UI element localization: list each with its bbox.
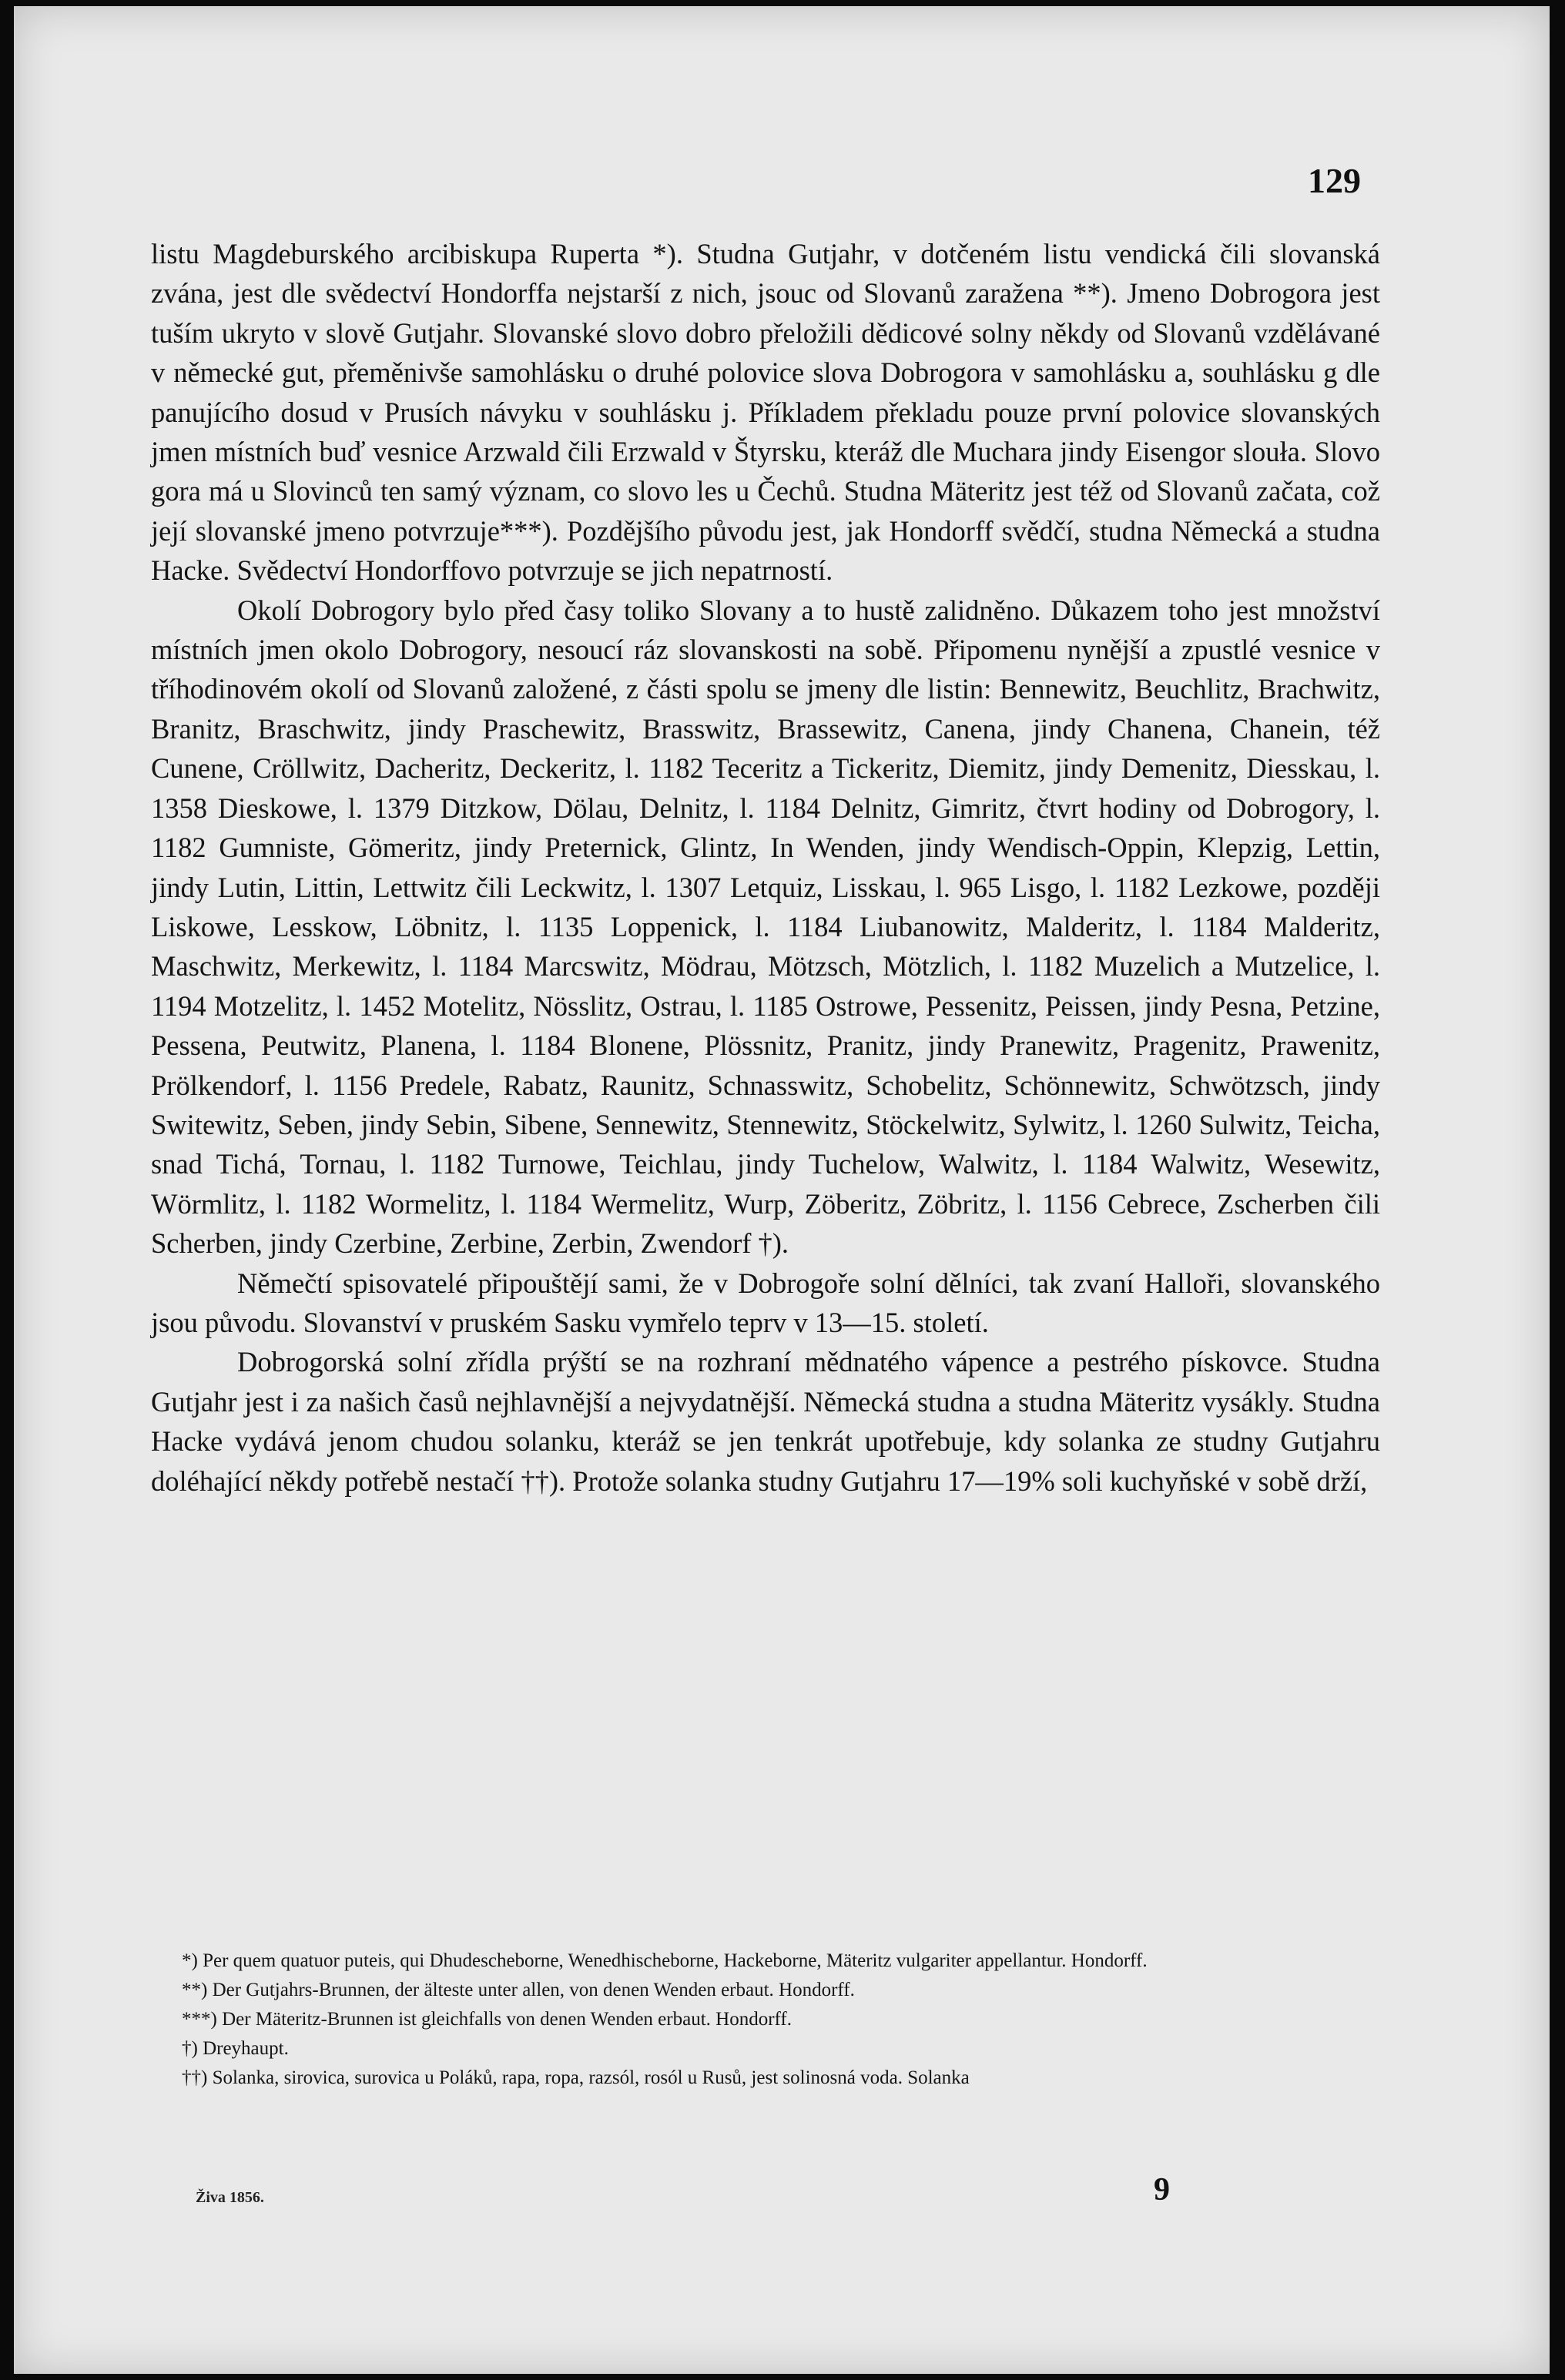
paragraph: listu Magdeburského arcibiskupa Ruperta *). Studna Gutjahr, v dotčeném listu vendická čili slovanská zvána, jest dle svědectví Hondorffa nejstarší z nich, jsouc od Slovanů zaražena **). Jmeno Dobrogora jest tuším ukryto v slově Gutjahr. Slovanské slovo dobro přeložili dědicové solny někdy od Slovanů vzdělávané v německé gut, přeměnivše samohlásku o druhé polovice slova Dobrogora v samohlásku a, souhlásku g dle panujícího dosud v Prusích návyku v souhlásku j. Příkladem překladu pouze první polovice slovanských jmen místních buď vesnice Arzwald čili Erzwald v Štyrsku, kteráž dle Muchara jindy Eisengor slouła. Slovo gora má u Slovinců ten samý význam, co slovo les u Čechů. Studna Mäteritz jest též od Slovanů začata, což její slovanské jmeno potvrzuje***). Pozdějšího původu jest, jak Hondorff svědčí, studna Německá a studna Hacke. Svědectví Hondorffovo potvrzuje se jich nepatrností. [151, 238, 1380, 587]
footnote: *) Per quem quatuor puteis, qui Dhudescheborne, Wenedhischeborne, Hackeborne, Mäteritz vulgariter appellantur. Hondorff. [182, 1950, 1148, 1971]
page-number: 129 [1308, 161, 1361, 200]
main-text [151, 234, 1380, 1501]
footnote: **) Der Gutjahrs-Brunnen, der älteste unter allen, von denen Wenden erbaut. Hondorff. [182, 1980, 855, 2000]
book-page [14, 6, 1550, 2374]
paragraph: Dobrogorská solní zřídla prýští se na rozhraní mědnatého vápence a pestrého pískovce. Studna Gutjahr jest i za našich časů nejhlavnější a nejvydatnější. Německá studna a studna Mäteritz vysákly. Studna Hacke vydává jenom chudou solanku, kteráž se jen tenkrát upotřebuje, kdy solanka ze studny Gutjahru doléhající někdy potřebě nestačí ††). Protože solanka studny Gutjahru 17—19% soli kuchyňské v sobě drží, [151, 1346, 1380, 1497]
signature-mark: Živa 1856. [196, 2189, 264, 2206]
paragraph: Okolí Dobrogory bylo před časy toliko Slovany a to hustě zalidněno. Důkazem toho jest množství místních jmen okolo Dobrogory, nesoucí ráz slovanskosti na sobě. Připomenu nynější a zpustlé vesnice v tříhodinovém okolí od Slovanů založené, z části spolu se jmeny dle listin: Bennewitz, Beuchlitz, Brachwitz, Branitz, Braschwitz, jindy Praschewitz, Brasswitz, Brassewitz, Canena, jindy Chanena, Chanein, též Cunene, Cröllwitz, Dacheritz, Deckeritz, l. 1182 Teceritz a Tickeritz, Diemitz, jindy Demenitz, Diesskau, l. 1358 Dieskowe, l. 1379 Ditzkow, Dölau, Delnitz, l. 1184 Delnitz, Gimritz, čtvrt hodiny od Dobrogory, l. 1182 Gumniste, Gömeritz, jindy Preternick, Glintz, In Wenden, jindy Wendisch-Oppin, Klepzig, Lettin, jindy Lutin, Littin, Lettwitz čili Leckwitz, l. 1307 Letquiz, Lisskau, l. 965 Lisgo, l. 1182 Lezkowe, později Liskowe, Lesskow, Löbnitz, l. 1135 Loppenick, l. 1184 Liubanowitz, Malderitz, l. 1184 Malderitz, Maschwitz, Merkewitz, l. 1184 Marcswitz, Mödrau, Mötzsch, Mötzlich, l. 1182 Muzelich a Mutzelice, l. 1194 Motzelitz, l. 1452 Motelitz, Nösslitz, Ostrau, l. 1185 Ostrowe, Pessenitz, Peissen, jindy Pesna, Petzine, Pessena, Peutwitz, Planena, l. 1184 Blonene, Plössnitz, Pranitz, jindy Pranewitz, Pragenitz, Prawenitz, Prölkendorf, l. 1156 Predele, Rabatz, Raunitz, Schnasswitz, Schobelitz, Schönnewitz, Schwötzsch, jindy Switewitz, Seben, jindy Sebin, Sibene, Sennewitz, Stennewitz, Stöckelwitz, Sylwitz, l. 1260 Sulwitz, Teicha, snad Tichá, Tornau, l. 1182 Turnowe, Teichlau, jindy Tuchelow, Walwitz, l. 1184 Walwitz, Wesewitz, Wörmlitz, l. 1182 Wormelitz, l. 1184 Wermelitz, Wurp, Zöberitz, Zöbritz, l. 1156 Cebrece, Zscherben čili Scherben, jindy Czerbine, Zerbine, Zerbin, Zwendorf †). [151, 594, 1380, 1260]
signature-number: 9 [1154, 2172, 1170, 2208]
footnote: †) Dreyhaupt. [182, 2038, 289, 2059]
footnotes [182, 1947, 1414, 2093]
paragraph: Němečtí spisovatelé připouštějí sami, že v Dobrogoře solní dělníci, tak zvaní Halloři, slovanského jsou původu. Slovanství v pruském Sasku vymřelo teprv v 13—15. století. [151, 1267, 1380, 1338]
footnote: ***) Der Mäteritz-Brunnen ist gleichfalls von denen Wenden erbaut. Hondorff. [182, 2009, 792, 2030]
footnote: ††) Solanka, sirovica, surovica u Poláků, rapa, ropa, razsól, rosól u Rusů, jest solinosná voda. Solanka [182, 2067, 970, 2088]
